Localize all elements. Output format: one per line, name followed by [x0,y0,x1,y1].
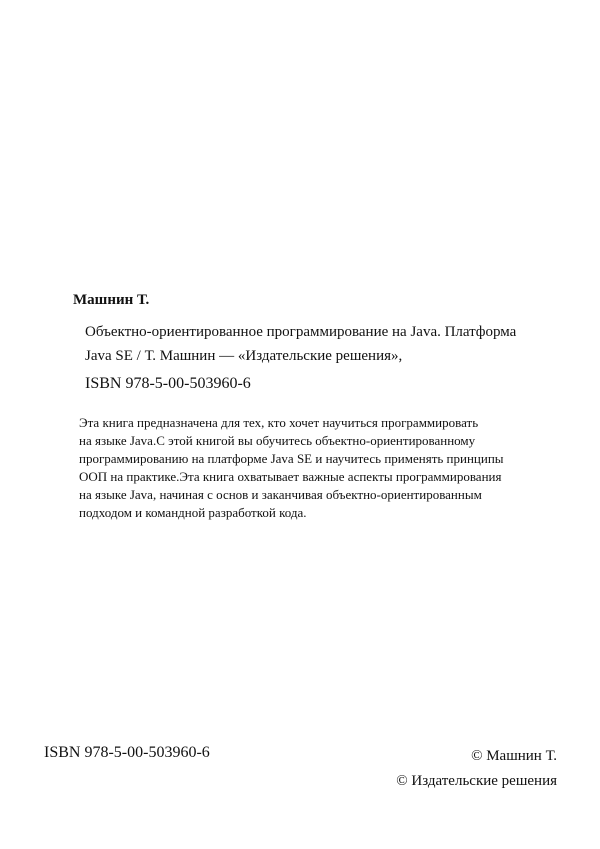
annotation-line: на языке Java, начиная с основ и заканчивая объектно-ориентированным [79,487,482,502]
annotation-line: на языке Java.С этой книгой вы обучитесь объектно-ориентированному [79,433,476,448]
book-title-entry [85,320,585,368]
copyright-author: © Машнин Т. [471,748,557,764]
copyright-block [396,744,557,794]
annotation-line: подходом и командной разработкой кода. [79,505,307,520]
title-line: Java SE / Т. Машнин — «Издательские решения», [85,348,403,364]
annotation-line: программированию на платформе Java SE и научитесь применять принципы [79,451,504,466]
copyright-publisher: © Издательские решения [396,773,557,789]
annotation-line: Эта книга предназначена для тех, кто хочет научиться программировать [79,415,479,430]
isbn-main: ISBN 978-5-00-503960-6 [85,375,251,392]
author-name: Машнин Т. [73,292,150,308]
isbn-footer: ISBN 978-5-00-503960-6 [44,744,210,761]
annotation [79,414,569,522]
title-line: Объектно-ориентированное программирование на Java. Платформа [85,324,517,340]
annotation-line: ООП на практике.Эта книга охватывает важные аспекты программирования [79,469,502,484]
